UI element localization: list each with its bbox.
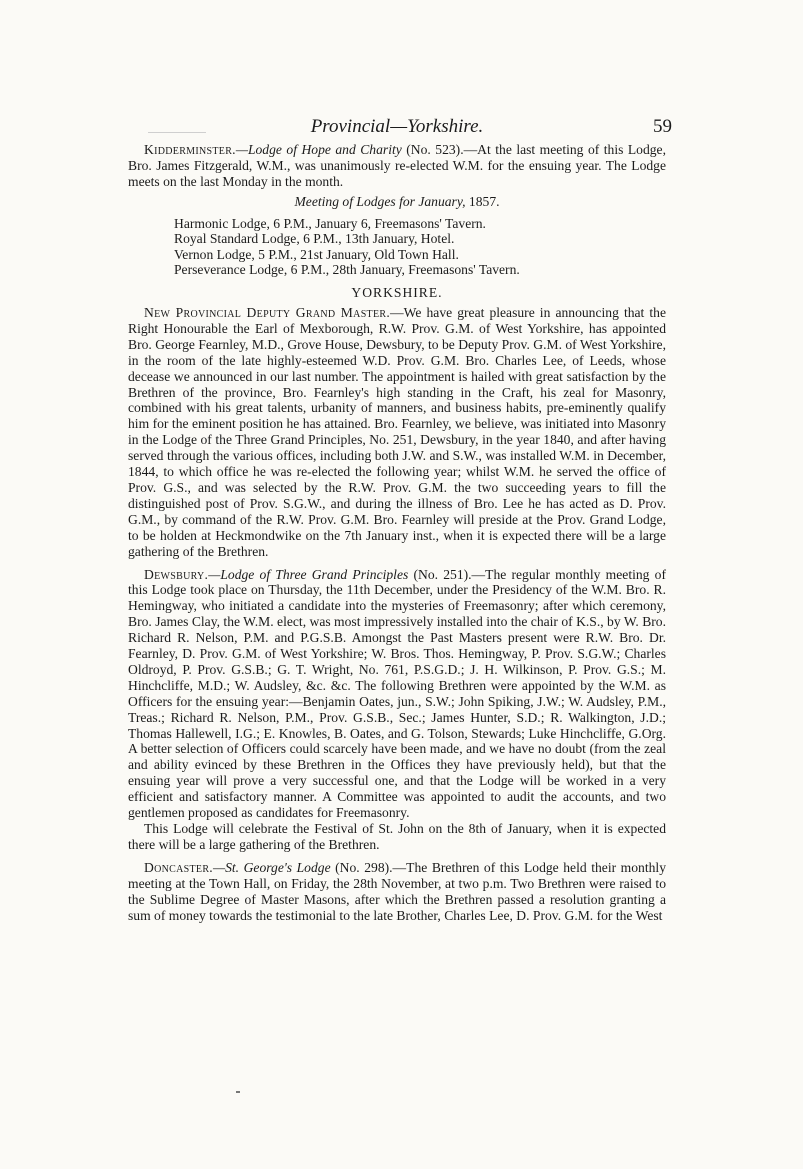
meetings-list: [174, 216, 666, 278]
new-deputy-text: —We have great pleasure in announcing that the Right Honourable the Earl of Mexborough, R.W. Prov. G.M. of West Yorkshire, has appointed Bro. George Fearnley, M.D., Grove House, Dewsbury, to be Deputy Prov. G.M. of West Yorkshire, in the room of the late highly-esteemed W.D. Prov. G.M. Bro. Charles Lee, of Leeds, whose decease we announced in our last number. The appointment is hailed with great satisfaction by the Brethren of the province, Bro. Fearnley's high standing in the Craft, his zeal for Masonry, combined with his great talents, urbanity of manners, and business habits, pre-eminently qualify him for the eminent position he has attained. Bro. Fearnley, we believe, was initiated into Masonry in the Lodge of the Three Grand Principles, No. 251, Dewsbury, in the year 1840, and after having served through the various offices, including both J.W. and S.W., was installed W.M. in December, 1844, to which office he was re-elected the following year; whilst W.M. he served the office of Prov. G.S., and was selected by the R.W. Prov. G.M. the two succeeding years to fill the distinguished post of Prov. S.G.W., and during the illness of Bro. Lee he has acted as D. Prov. G.M., by command of the R.W. Prov. G.M. Bro. Fearnley will preside at the Prov. Grand Lodge, to be holden at Heckmondwike on the 7th January inst., when it is expected there will be a large gathering of the Brethren.: [128, 305, 667, 559]
dewsbury-text: (No. 251).—The regular monthly meeting of this Lodge took place on Thursday, the 11th December, under the Presidency of the W.M. Bro. R. Hemingway, who initiated a candidate into the mysteries of Freemasonry; after which ceremony, Bro. James Clay, the W.M. elect, was most impressively installed into the chair of K.S., by W. Bro. Richard R. Nelson, P.M. and P.G.S.B. Amongst the Past Masters present were R.W. Bro. Dr. Fearnley, D. Prov. G.M. of West Yorkshire; W. Bros. Thos. Hemingway, P. Prov. S.G.W.; Charles Oldroyd, P. Prov. G.S.B.; G. T. Wright, No. 761, P.S.G.D.; J. H. Wilkinson, P. Prov. G.S.; M. Hinchcliffe, M.D.; W. Audsley, &c. &c. The following Brethren were appointed by the W.M. as Officers for the ensuing year:—Benjamin Oates, jun., S.W.; John Spiking, J.W.; W. Audsley, P.M., Treas.; Richard R. Nelson, P.M., Prov. G.S.B., Sec.; James Hunter, S.D.; R. Walkington, J.D.; Thomas Hallewell, I.G.; E. Knowles, B. Oates, and G. Tolson, Stewards; Luke Hinchcliffe, G.Org. A better selection of Officers could scarcely have been made, and we have no doubt (from the zeal and ability evinced by these Brethren in the Offices they have previously held), but that the ensuing year will prove a very successful one, and that the Lodge will be worked in a very efficient and satisfactory manner. A Committee was appointed to audit the accounts, and two gentlemen proposed as candidates for Freemasonry.: [128, 566, 666, 821]
meeting-item: Vernon Lodge, 5 P.M., 21st January, Old Town Hall.: [174, 246, 459, 262]
kidderminster-text: (No. 523).—At the last meeting of this Lodge, Bro. James Fitzgerald, W.M., was unanimously re-elected W.M. for the ensuing year. The Lodge meets on the last Monday in the month.: [128, 142, 666, 189]
new-deputy-paragraph: [128, 305, 666, 560]
meeting-item: Perseverance Lodge, 6 P.M., 28th January, Freemasons' Tavern.: [174, 262, 520, 278]
kidderminster-paragraph: [128, 142, 666, 190]
new-deputy-lead: New Provincial Deputy Grand Master.: [144, 305, 391, 320]
meetings-heading: [128, 194, 666, 210]
doncaster-place: Doncaster.: [144, 859, 213, 875]
meeting-item: Royal Standard Lodge, 6 P.M., 13th January, Hotel.: [174, 231, 455, 247]
ink-speck: [236, 1091, 240, 1093]
page-number: 59: [653, 116, 672, 137]
doncaster-text: (No. 298).—The Brethren of this Lodge held their monthly meeting at the Town Hall, on Friday, the 28th November, at two p.m. Two Brethren were raised to the Sublime Degree of Master Masons, after which the Brethren passed a resolution granting a sum of money towards the testimonial to the late Brother, Charles Lee, D. Prov. G.M. for the West: [128, 859, 666, 923]
doncaster-lodge: —St. George's Lodge: [213, 859, 331, 875]
running-header: [128, 112, 672, 142]
meetings-heading-text: Meeting of Lodges for January,: [294, 193, 466, 209]
dewsbury-paragraph: [128, 567, 666, 822]
section-heading: YORKSHIRE.: [351, 285, 443, 300]
kidderminster-lodge: —Lodge of Hope and Charity: [235, 142, 402, 157]
document-page: [128, 112, 672, 923]
meeting-item: Harmonic Lodge, 6 P.M., January 6, Freemasons' Tavern.: [174, 215, 486, 231]
dewsbury-place: Dewsbury.: [144, 566, 209, 582]
doncaster-paragraph: [128, 860, 666, 924]
dewsbury-lodge: —Lodge of Three Grand Principles: [208, 566, 409, 582]
dewsbury-festival: This Lodge will celebrate the Festival of St. John on the 8th of January, when it is expected there will be a large gathering of the Brethren.: [128, 821, 666, 852]
kidderminster-place: Kidderminster.: [144, 142, 236, 157]
running-title: Provincial—Yorkshire.: [310, 116, 484, 137]
meetings-heading-year: 1857.: [465, 193, 500, 209]
